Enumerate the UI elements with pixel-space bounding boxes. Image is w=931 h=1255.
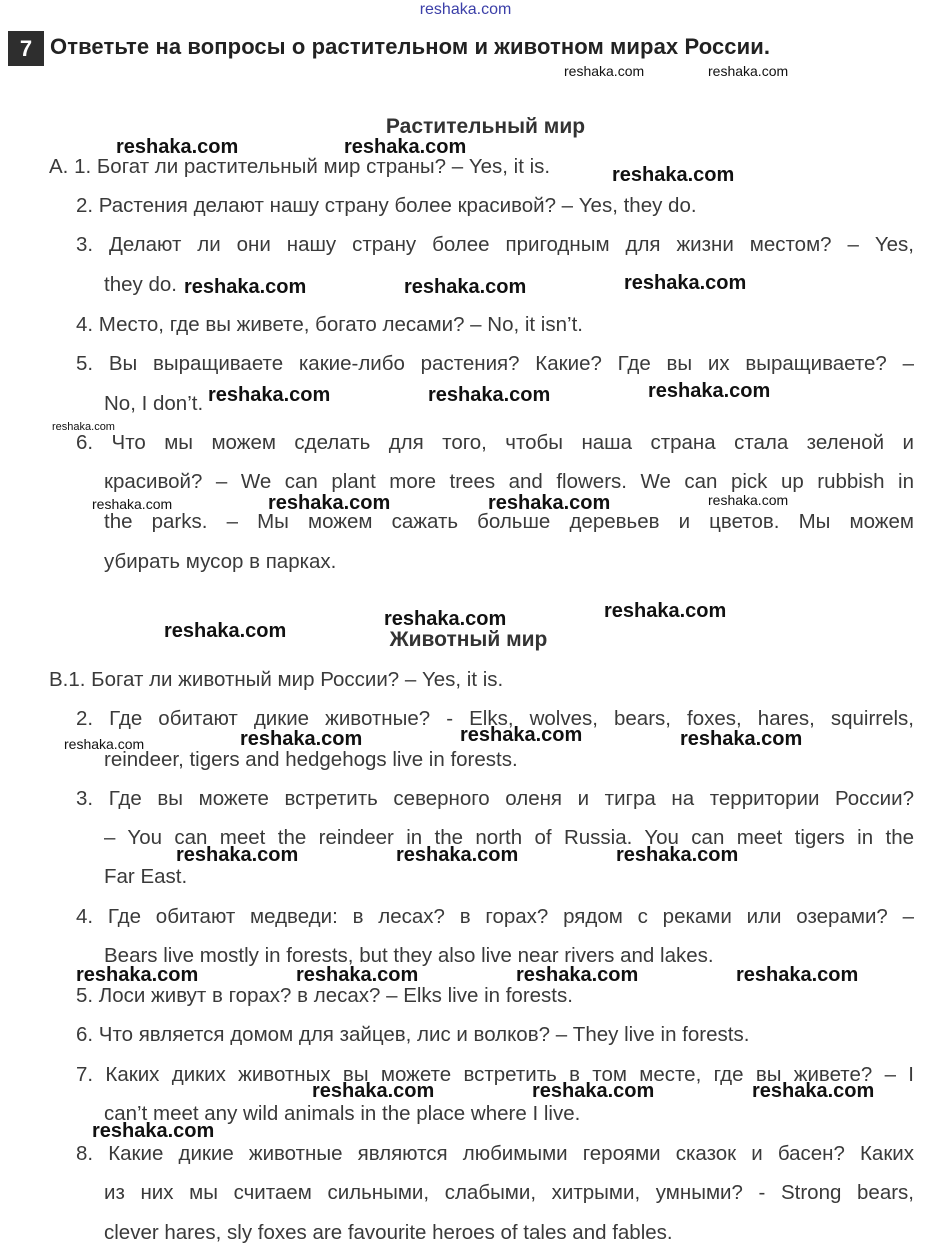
- text-line: reindeer, tigers and hedgehogs live in forests.: [104, 748, 518, 771]
- watermark: reshaka.com: [604, 600, 727, 622]
- section-b-heading: Животный мир: [389, 628, 548, 651]
- watermark: reshaka.com: [76, 964, 199, 986]
- watermark: reshaka.com: [708, 63, 789, 79]
- text-line: красивой? – We can plant more trees and flowers. We can pick up rubbish in: [104, 470, 914, 493]
- text-line: 2. Где обитают дикие животные? - Elks, wolves, bears, foxes, hares, squirrels,: [76, 707, 914, 730]
- watermark: reshaka.com: [92, 1120, 215, 1142]
- watermark: reshaka.com: [396, 844, 519, 866]
- text-line: 5. Лоси живут в горах? в лесах? – Elks live in forests.: [76, 984, 573, 1007]
- text-line: 4. Место, где вы живете, богато лесами? – No, it isn’t.: [76, 313, 583, 336]
- watermark: reshaka.com: [404, 276, 527, 298]
- watermark: reshaka.com: [648, 380, 771, 402]
- watermark: reshaka.com: [176, 844, 299, 866]
- watermark: reshaka.com: [164, 620, 287, 642]
- text-line: 7. Каких диких животных вы можете встретить в том месте, где вы живете? – I: [76, 1063, 914, 1086]
- text-line: 4. Где обитают медведи: в лесах? в горах? рядом с реками или озерами? –: [76, 905, 914, 928]
- watermark: reshaka.com: [64, 736, 145, 752]
- watermark: reshaka.com: [184, 276, 307, 298]
- watermark: reshaka.com: [624, 272, 747, 294]
- text-line: 2. Растения делают нашу страну более красивой? – Yes, they do.: [76, 194, 697, 217]
- task-title: Ответьте на вопросы о растительном и животном мирах России.: [50, 34, 771, 59]
- section-a-heading: Растительный мир: [385, 115, 586, 138]
- text-line: the parks. – Мы можем сажать больше деревьев и цветов. Мы можем: [104, 510, 914, 533]
- text-line: из них мы считаем сильными, слабыми, хитрыми, умными? - Strong bears,: [104, 1181, 914, 1204]
- text-line: 3. Делают ли они нашу страну более пригодным для жизни местом? – Yes,: [76, 233, 914, 256]
- watermark: reshaka.com: [312, 1080, 435, 1102]
- watermark: reshaka.com: [612, 164, 735, 186]
- watermark: reshaka.com: [268, 492, 391, 514]
- watermark: reshaka.com: [460, 724, 583, 746]
- text-line: 3. Где вы можете встретить северного оленя и тигра на территории России?: [76, 787, 914, 810]
- watermark: reshaka.com: [92, 496, 173, 512]
- text-line: В.1. Богат ли животный мир России? – Yes, it is.: [49, 668, 504, 691]
- text-line: 5. Вы выращиваете какие-либо растения? Какие? Где вы их выращиваете? –: [76, 352, 914, 375]
- text-line: they do.: [104, 273, 177, 296]
- watermark: reshaka.com: [532, 1080, 655, 1102]
- text-line: No, I don’t.: [104, 392, 204, 415]
- watermark: reshaka.com: [488, 492, 611, 514]
- top-watermark: reshaka.com: [419, 1, 512, 18]
- watermark: reshaka.com: [384, 608, 507, 630]
- text-line: Bears live mostly in forests, but they also live near rivers and lakes.: [104, 944, 714, 967]
- watermark: reshaka.com: [564, 63, 645, 79]
- watermark: reshaka.com: [616, 844, 739, 866]
- text-line: 6. Что является домом для зайцев, лис и волков? – They live in forests.: [76, 1023, 750, 1046]
- watermark: reshaka.com: [52, 421, 115, 433]
- text-line: 6. Что мы можем сделать для того, чтобы наша страна стала зеленой и: [76, 431, 914, 454]
- text-line: А. 1. Богат ли растительный мир страны? – Yes, it is.: [49, 155, 551, 178]
- text-line: – You can meet the reindeer in the north of Russia. You can meet tigers in the: [104, 826, 914, 849]
- watermark: reshaka.com: [428, 384, 551, 406]
- text-line: убирать мусор в парках.: [104, 550, 337, 573]
- watermark: reshaka.com: [344, 136, 467, 158]
- text-line: clever hares, sly foxes are favourite heroes of tales and fables.: [104, 1221, 673, 1244]
- watermark: reshaka.com: [736, 964, 859, 986]
- watermark: reshaka.com: [708, 492, 789, 508]
- watermark: reshaka.com: [752, 1080, 875, 1102]
- watermark: reshaka.com: [680, 728, 803, 750]
- watermark: reshaka.com: [240, 728, 363, 750]
- watermark: reshaka.com: [296, 964, 419, 986]
- watermark: reshaka.com: [116, 136, 239, 158]
- task-number-badge: 7: [8, 31, 44, 66]
- watermark: reshaka.com: [516, 964, 639, 986]
- text-line: can’t meet any wild animals in the place where I live.: [104, 1102, 581, 1125]
- text-line: 8. Какие дикие животные являются любимыми героями сказок и басен? Каких: [76, 1142, 914, 1165]
- watermark: reshaka.com: [208, 384, 331, 406]
- text-line: Far East.: [104, 865, 188, 888]
